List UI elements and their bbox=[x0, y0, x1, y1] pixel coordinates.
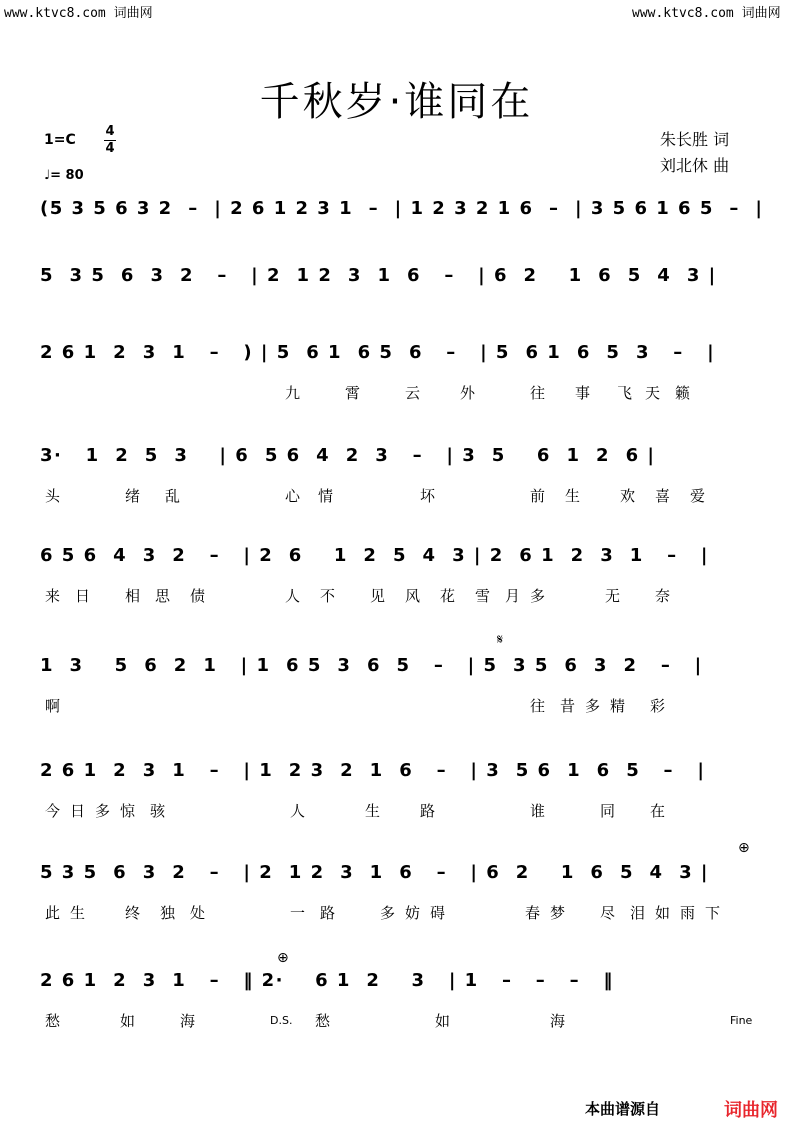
lyric-char: 籁 bbox=[675, 384, 691, 402]
lyric-char: 心 bbox=[285, 487, 301, 505]
notation-line: 6 5 6 4 3 2 – | 2 6 1 2 5 4 3 | 2 6 1 2 3 1 – | bbox=[40, 545, 709, 566]
segno-icon: 𝄋 bbox=[497, 632, 504, 648]
lyric-char: 独 bbox=[160, 904, 176, 922]
lyric-char: 愁 bbox=[315, 1012, 331, 1030]
notation-line: 2 6 1 2 3 1 – ‖ 2· 6 1 2 3 | 1 – – – ‖ bbox=[40, 970, 614, 991]
lyric-char: 路 bbox=[320, 904, 336, 922]
score-row bbox=[40, 445, 760, 535]
footer-source-text: 本曲谱源自 bbox=[585, 1100, 661, 1118]
lyric-char: 生 bbox=[70, 904, 86, 922]
lyric-char: 花 bbox=[440, 587, 456, 605]
lyric-char: 尽 bbox=[600, 904, 616, 922]
coda-icon: ⊕ bbox=[738, 840, 750, 856]
composer-credit: 刘北休 曲 bbox=[660, 156, 730, 175]
lyric-char: 风 bbox=[405, 587, 421, 605]
lyric-char: 同 bbox=[600, 802, 616, 820]
lyric-char: D.S. bbox=[270, 1014, 293, 1027]
lyric-line bbox=[40, 485, 760, 509]
lyric-char: 坏 bbox=[420, 487, 436, 505]
lyric-char: 如 bbox=[655, 904, 671, 922]
lyric-char: 来 bbox=[45, 587, 61, 605]
lyric-char: 生 bbox=[365, 802, 381, 820]
watermark-right: www.ktvc8.com 词曲网 bbox=[632, 6, 781, 21]
lyric-char: 奈 bbox=[655, 587, 671, 605]
score-title: 千秋岁·谁同在 bbox=[259, 79, 534, 125]
lyric-char: 碍 bbox=[430, 904, 446, 922]
lyric-line bbox=[40, 800, 760, 824]
key-signature: 1=C bbox=[44, 132, 76, 148]
lyric-char: 海 bbox=[180, 1012, 196, 1030]
lyric-char: 相 bbox=[125, 587, 141, 605]
notation-line: 2 6 1 2 3 1 – ) | 5 6 1 6 5 6 – | 5 6 1 6 5 3 – | bbox=[40, 342, 716, 363]
notation-line: 3· 1 2 5 3 | 6 5 6 4 2 3 – | 3 5 6 1 2 6 | bbox=[40, 445, 656, 466]
lyric-char: 往 bbox=[530, 384, 546, 402]
lyric-char: 今 bbox=[45, 802, 61, 820]
lyric-char: 喜 bbox=[655, 487, 671, 505]
lyric-char: 昔 bbox=[560, 697, 576, 715]
lyric-char: 彩 bbox=[650, 697, 666, 715]
lyric-char: 头 bbox=[45, 487, 61, 505]
time-signature-bottom: 4 bbox=[105, 141, 115, 156]
lyric-char: Fine bbox=[730, 1014, 753, 1027]
score-row bbox=[40, 760, 760, 850]
notation-line: 1 3 5 6 2 1 | 1 6 5 3 6 5 – | 5 3 5 6 3 2 – | bbox=[40, 655, 703, 676]
lyric-char: 外 bbox=[460, 384, 476, 402]
lyric-char: 妨 bbox=[405, 904, 421, 922]
lyric-char: 思 bbox=[155, 587, 171, 605]
lyric-line bbox=[40, 585, 760, 609]
notation-line: 5 3 5 6 3 2 – | 2 1 2 3 1 6 – | 6 2 1 6 5 4 3 | bbox=[40, 862, 709, 883]
lyric-char: 谁 bbox=[530, 802, 546, 820]
lyric-char: 梦 bbox=[550, 904, 566, 922]
lyric-char: 多 bbox=[585, 697, 601, 715]
lyric-char: 见 bbox=[370, 587, 386, 605]
lyric-char: 情 bbox=[318, 487, 334, 505]
lyric-line bbox=[40, 902, 760, 926]
lyric-char: 骇 bbox=[150, 802, 166, 820]
lyric-char: 乱 bbox=[165, 487, 181, 505]
lyric-char: 绪 bbox=[125, 487, 141, 505]
lyric-char: 月 bbox=[505, 587, 521, 605]
watermark-left: www.ktvc8.com 词曲网 bbox=[4, 6, 153, 21]
lyric-char: 惊 bbox=[120, 802, 136, 820]
lyric-char: 精 bbox=[610, 697, 626, 715]
lyric-line bbox=[40, 382, 760, 406]
lyric-char: 不 bbox=[320, 587, 336, 605]
lyric-char: 啊 bbox=[45, 697, 61, 715]
lyric-char: 下 bbox=[705, 904, 721, 922]
lyric-char: 欢 bbox=[620, 487, 636, 505]
lyric-char: 人 bbox=[290, 802, 306, 820]
score-row bbox=[40, 862, 760, 952]
notation-line: 5 3 5 6 3 2 – | 2 1 2 3 1 6 – | 6 2 1 6 5 4 3 | bbox=[40, 265, 717, 286]
lyric-char: 一 bbox=[290, 904, 306, 922]
lyric-char: 人 bbox=[285, 587, 301, 605]
lyric-char: 终 bbox=[125, 904, 141, 922]
lyric-char: 如 bbox=[435, 1012, 451, 1030]
lyric-char: 如 bbox=[120, 1012, 136, 1030]
lyric-char: 多 bbox=[95, 802, 111, 820]
lyric-char: 在 bbox=[650, 802, 666, 820]
lyric-char: 春 bbox=[525, 904, 541, 922]
lyric-line bbox=[40, 1010, 760, 1034]
lyric-char: 飞 bbox=[617, 384, 633, 402]
score-row bbox=[40, 970, 760, 1060]
score-row bbox=[40, 342, 760, 432]
lyric-char: 霄 bbox=[345, 384, 361, 402]
coda-icon: ⊕ bbox=[277, 950, 289, 966]
lyric-char: 路 bbox=[420, 802, 436, 820]
lyric-char: 事 bbox=[575, 384, 591, 402]
lyric-char: 生 bbox=[565, 487, 581, 505]
lyric-char: 泪 bbox=[630, 904, 646, 922]
lyric-char: 九 bbox=[285, 384, 301, 402]
score-row bbox=[40, 655, 760, 745]
time-signature-top: 4 bbox=[105, 124, 115, 139]
notation-line: 2 6 1 2 3 1 – | 1 2 3 2 1 6 – | 3 5 6 1 6 5 – | bbox=[40, 760, 706, 781]
score-row bbox=[40, 545, 760, 635]
lyric-char: 无 bbox=[605, 587, 621, 605]
lyric-char: 爱 bbox=[690, 487, 706, 505]
lyric-char: 海 bbox=[550, 1012, 566, 1030]
lyric-char: 雪 bbox=[475, 587, 491, 605]
lyric-char: 天 bbox=[645, 384, 661, 402]
tempo-marking: ♩= 80 bbox=[44, 168, 84, 183]
lyric-char: 此 bbox=[45, 904, 61, 922]
lyric-line bbox=[40, 695, 760, 719]
lyric-char: 处 bbox=[190, 904, 206, 922]
lyric-char: 前 bbox=[530, 487, 546, 505]
lyric-char: 多 bbox=[380, 904, 396, 922]
lyric-char: 雨 bbox=[680, 904, 696, 922]
footer-logo: 词曲网 bbox=[724, 1100, 778, 1121]
notation-line: (5 3 5 6 3 2 – | 2 6 1 2 3 1 – | 1 2 3 2 1 6 – | 3 5 6 1 6 5 – | bbox=[40, 198, 764, 219]
lyric-char: 云 bbox=[405, 384, 421, 402]
lyric-char: 债 bbox=[190, 587, 206, 605]
lyric-char: 日 bbox=[70, 802, 86, 820]
time-signature bbox=[104, 124, 116, 157]
lyric-char: 多 bbox=[530, 587, 546, 605]
lyric-char: 往 bbox=[530, 697, 546, 715]
lyric-char: 日 bbox=[75, 587, 91, 605]
lyricist-credit: 朱长胜 词 bbox=[660, 130, 730, 149]
lyric-char: 愁 bbox=[45, 1012, 61, 1030]
